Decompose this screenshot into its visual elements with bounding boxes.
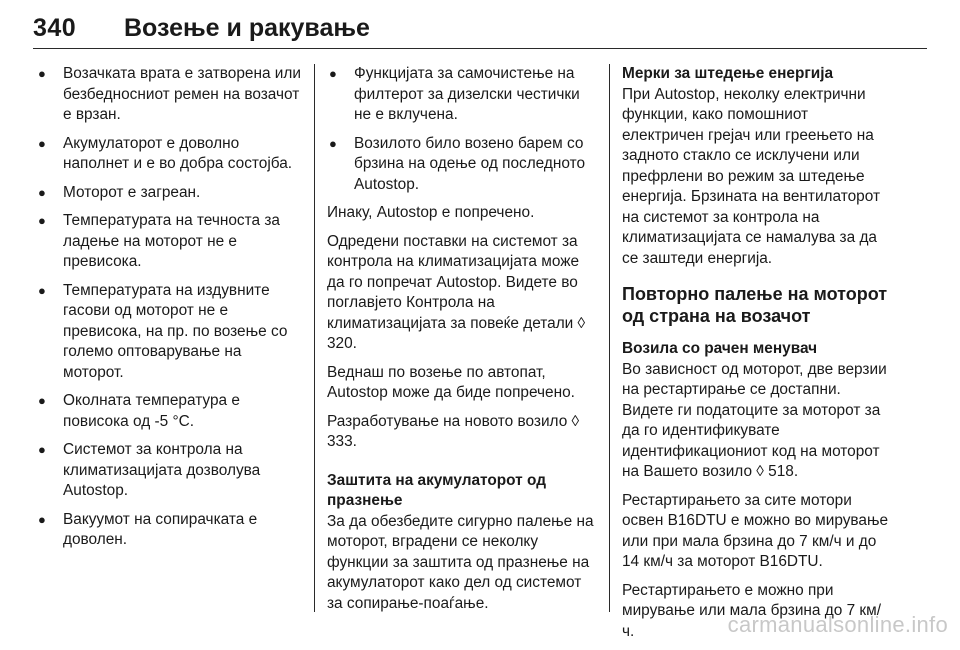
list-item: ● Температурата на издувните гасови од моторот не е превисока, на пр. по возење со големо оптоварување на моторот. <box>38 281 288 381</box>
paragraph: Во зависност од моторот, две верзии на рестартирање се достапни. Видете ги податоците за моторот за да го идентификувате идентификациониот код на моторот на Вашето возило ◊ 518. <box>622 360 887 480</box>
subheading-energy-saving: Мерки за штедење енергија <box>622 65 834 82</box>
bullet-icon: ● <box>329 135 337 151</box>
list-item: ● Моторот е загреан. <box>36 183 302 204</box>
page-number: 340 <box>33 14 77 42</box>
paragraph: Рестартирањето е можно при мирување или мала брзина до 7 км/ч. <box>622 581 882 640</box>
column-1 <box>36 64 302 559</box>
bullet-icon: ● <box>38 282 46 298</box>
bullet-icon: ● <box>38 442 46 457</box>
section-title-restart: Повторно палење на моторот од страна на возачот <box>622 284 888 326</box>
paragraph: Веднаш по возење по автопат, Autostop може да биде попречено. <box>327 363 575 401</box>
page-title: Возење и ракување <box>124 14 370 42</box>
bullet-icon: ● <box>38 184 46 200</box>
subheading-manual-transmission: Возила со рачен менувач <box>622 340 818 357</box>
column-3 <box>622 64 892 650</box>
conditions-list-continued <box>327 64 597 195</box>
page-header <box>33 14 927 48</box>
bullet-icon: ● <box>38 135 46 151</box>
paragraph: Разработување на новото возило ◊ 333. <box>327 412 580 450</box>
column-2 <box>327 64 597 622</box>
paragraph: Рестартирањето за сите мотори освен B16DTU е можно во мирување или при мала брзина до 7 км/ч и до 14 км/ч за моторот B16DTU. <box>622 491 889 570</box>
list-item: ● Системот за контрола на климатизацијата дозволува Autostop. <box>38 441 261 499</box>
list-item: ● Функцијата за самочистење на филтерот за дизелски честички не е вклучена. <box>329 65 580 123</box>
bullet-icon: ● <box>329 66 337 81</box>
list-item: ● Акумулаторот е доволно наполнет и е во добра состојба. <box>38 134 293 172</box>
bullet-icon: ● <box>38 213 46 228</box>
column-divider-2 <box>609 64 610 612</box>
conditions-list <box>36 64 302 551</box>
column-divider-1 <box>314 64 315 612</box>
list-item: ● Вакуумот на сопирачката е доволен. <box>38 510 258 548</box>
subheading-battery-protection: Заштита на акумулаторот од празнење <box>327 471 546 509</box>
paragraph: При Autostop, неколку електрични функции, како помошниот електричен грејач или греењето на задното стакло се исклучени или префрлени во режим за штедење енергија. Брзината на вентилаторот на системот за контрола на климатизацијата се намалува за да се заштеди енергија. <box>622 85 881 267</box>
list-item: ● Возилото било возено барем со брзина на одење од последното Autostop. <box>329 134 586 193</box>
list-item: ● Околната температура е повисока од -5 °C. <box>38 392 240 430</box>
header-rule <box>33 48 927 49</box>
paragraph: Одредени поставки на системот за контрола на климатизацијата може да го попречат Autostop. Видете во поглавјето Контрола на климатизацијата за повеќе детали ◊ 320. <box>327 232 586 352</box>
list-item: ● Возачката врата е затворена или безбедносниот ремен на возачот е врзан. <box>38 65 301 123</box>
watermark: carmanualsonline.info <box>727 612 948 637</box>
paragraph: За да обезбедите сигурно палење на моторот, вградени се неколку функции за заштита од празнење на акумулаторот како дел од системот за сопирање-поаѓање. <box>327 512 594 612</box>
bullet-icon: ● <box>38 393 46 408</box>
paragraph: Инаку, Autostop е попречено. <box>327 204 535 221</box>
list-item: ● Температурата на течноста за ладење на моторот не е превисока. <box>38 212 280 270</box>
bullet-icon: ● <box>38 66 46 81</box>
bullet-icon: ● <box>38 511 46 527</box>
